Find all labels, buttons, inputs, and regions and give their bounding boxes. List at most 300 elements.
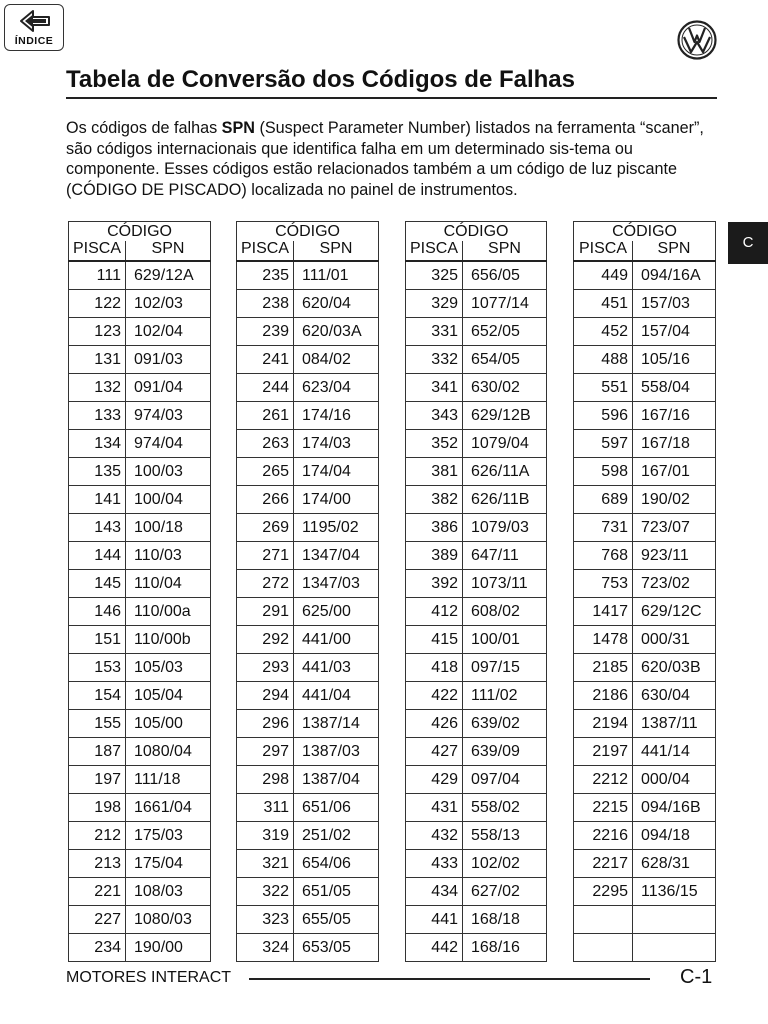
table-row <box>237 458 379 486</box>
table-header <box>574 222 716 262</box>
code-table-2 <box>236 221 379 962</box>
codigo-header: CÓDIGO <box>237 222 379 242</box>
spn-code-cell: 168/18 <box>463 906 547 934</box>
footer-manual-name: MOTORES INTERACT <box>66 969 232 986</box>
spn-code-cell: 100/04 <box>126 486 211 514</box>
spn-code-cell: 629/12B <box>463 402 547 430</box>
table-row <box>406 766 547 794</box>
pisca-code-cell: 331 <box>406 318 463 346</box>
table-row <box>574 261 716 290</box>
table-row <box>69 514 211 542</box>
spn-code-cell: 105/16 <box>633 346 716 374</box>
pisca-code-cell: 451 <box>574 290 633 318</box>
table-row <box>237 850 379 878</box>
table-row <box>406 682 547 710</box>
page-title: Tabela de Conversão dos Códigos de Falhas <box>66 66 576 93</box>
spn-code-cell: 110/03 <box>126 542 211 570</box>
pisca-code-cell: 2295 <box>574 878 633 906</box>
pisca-code-cell: 2215 <box>574 794 633 822</box>
pisca-code-cell: 2212 <box>574 766 633 794</box>
pisca-code-cell: 324 <box>237 934 294 962</box>
spn-code-cell: 157/04 <box>633 318 716 346</box>
pisca-code-cell: 731 <box>574 514 633 542</box>
table-row <box>237 318 379 346</box>
table-row <box>574 514 716 542</box>
table-row <box>237 710 379 738</box>
table-row <box>406 261 547 290</box>
spn-code-cell: 1077/14 <box>463 290 547 318</box>
spn-code-cell: 623/04 <box>294 374 379 402</box>
pisca-code-cell: 441 <box>406 906 463 934</box>
pisca-code-cell: 551 <box>574 374 633 402</box>
spn-code-cell: 1387/11 <box>633 710 716 738</box>
table-row <box>406 654 547 682</box>
pisca-code-cell: 2194 <box>574 710 633 738</box>
spn-code-cell: 091/03 <box>126 346 211 374</box>
pisca-code-cell: 294 <box>237 682 294 710</box>
table-row <box>69 710 211 738</box>
pisca-code-cell: 131 <box>69 346 126 374</box>
pisca-code-cell: 272 <box>237 570 294 598</box>
spn-code-cell: 441/00 <box>294 626 379 654</box>
intro-text-end: (Suspect Parameter Number) listados na ferramenta “scaner”, são códigos internacionais que identifica falha em um determinado sis-tema ou componente. Esses códigos estão relacionados também a um código de luz piscante (CÓDIGO DE PISCADO) localizada no painel de instrumentos. <box>66 119 704 199</box>
pisca-code-cell: 432 <box>406 822 463 850</box>
table-row <box>406 514 547 542</box>
pisca-code-cell: 145 <box>69 570 126 598</box>
spn-code-cell <box>633 906 716 934</box>
spn-code-cell: 629/12A <box>126 261 211 290</box>
spn-code-cell: 190/00 <box>126 934 211 962</box>
pisca-code-cell: 442 <box>406 934 463 962</box>
pisca-code-cell: 429 <box>406 766 463 794</box>
spn-code-cell: 620/03B <box>633 654 716 682</box>
table-row <box>574 542 716 570</box>
pisca-code-cell: 141 <box>69 486 126 514</box>
pisca-code-cell: 263 <box>237 430 294 458</box>
spn-header: SPN <box>633 241 716 261</box>
spn-code-cell: 652/05 <box>463 318 547 346</box>
pisca-code-cell: 392 <box>406 570 463 598</box>
pisca-code-cell: 427 <box>406 738 463 766</box>
table-row <box>406 934 547 962</box>
table-row <box>406 458 547 486</box>
pisca-code-cell: 449 <box>574 261 633 290</box>
pisca-code-cell: 146 <box>69 598 126 626</box>
spn-code-cell: 1387/04 <box>294 766 379 794</box>
table-row <box>69 654 211 682</box>
table-row <box>574 850 716 878</box>
spn-code-cell: 174/00 <box>294 486 379 514</box>
spn-code-cell: 167/01 <box>633 458 716 486</box>
pisca-code-cell: 418 <box>406 654 463 682</box>
table-row <box>69 290 211 318</box>
table-row <box>237 514 379 542</box>
pisca-code-cell: 452 <box>574 318 633 346</box>
table-row <box>574 486 716 514</box>
pisca-code-cell: 265 <box>237 458 294 486</box>
pisca-code-cell: 332 <box>406 346 463 374</box>
spn-code-cell: 441/04 <box>294 682 379 710</box>
codigo-header: CÓDIGO <box>406 222 547 242</box>
pisca-header: PISCA <box>574 241 633 261</box>
spn-code-cell: 974/03 <box>126 402 211 430</box>
pisca-code-cell: 293 <box>237 654 294 682</box>
spn-code-cell: 105/03 <box>126 654 211 682</box>
spn-code-cell: 558/13 <box>463 822 547 850</box>
pisca-code-cell: 329 <box>406 290 463 318</box>
table-row <box>237 290 379 318</box>
pisca-code-cell: 221 <box>69 878 126 906</box>
pisca-code-cell: 422 <box>406 682 463 710</box>
pisca-code-cell: 321 <box>237 850 294 878</box>
pisca-code-cell: 143 <box>69 514 126 542</box>
indice-label: ÍNDICE <box>14 35 54 47</box>
table-row <box>69 374 211 402</box>
table-row <box>406 346 547 374</box>
spn-code-cell: 1080/03 <box>126 906 211 934</box>
table-header <box>69 222 211 262</box>
pisca-code-cell: 433 <box>406 850 463 878</box>
spn-code-cell: 1195/02 <box>294 514 379 542</box>
pisca-code-cell: 111 <box>69 261 126 290</box>
table-row <box>237 766 379 794</box>
pisca-code-cell: 298 <box>237 766 294 794</box>
pisca-code-cell: 227 <box>69 906 126 934</box>
spn-code-cell: 654/06 <box>294 850 379 878</box>
code-table-1 <box>68 221 211 962</box>
spn-code-cell: 441/14 <box>633 738 716 766</box>
pisca-code-cell: 151 <box>69 626 126 654</box>
table-row <box>237 346 379 374</box>
table-row <box>406 598 547 626</box>
spn-code-cell: 625/00 <box>294 598 379 626</box>
spn-header: SPN <box>126 241 211 261</box>
pisca-code-cell: 296 <box>237 710 294 738</box>
table-row <box>406 794 547 822</box>
table-row <box>237 402 379 430</box>
code-table-4 <box>573 221 716 962</box>
table-row <box>406 822 547 850</box>
table-row <box>574 626 716 654</box>
footer-divider <box>249 978 650 980</box>
table-row <box>574 738 716 766</box>
table-row <box>237 598 379 626</box>
pisca-code-cell: 198 <box>69 794 126 822</box>
spn-code-cell: 723/07 <box>633 514 716 542</box>
spn-code-cell: 627/02 <box>463 878 547 906</box>
spn-code-cell: 1079/03 <box>463 514 547 542</box>
table-row <box>69 402 211 430</box>
pisca-code-cell: 753 <box>574 570 633 598</box>
spn-code-cell: 1387/14 <box>294 710 379 738</box>
table-row <box>237 654 379 682</box>
table-row <box>69 261 211 290</box>
spn-code-cell: 100/18 <box>126 514 211 542</box>
vw-logo-icon <box>677 20 717 60</box>
table-row <box>574 934 716 962</box>
table-row <box>574 570 716 598</box>
spn-header: SPN <box>294 241 379 261</box>
spn-code-cell: 628/31 <box>633 850 716 878</box>
spn-code-cell: 923/11 <box>633 542 716 570</box>
table-row <box>69 906 211 934</box>
pisca-code-cell: 598 <box>574 458 633 486</box>
intro-paragraph <box>66 118 717 200</box>
spn-code-cell: 094/18 <box>633 822 716 850</box>
pisca-code-cell: 135 <box>69 458 126 486</box>
table-row <box>237 906 379 934</box>
table-row <box>574 374 716 402</box>
pisca-code-cell: 434 <box>406 878 463 906</box>
pisca-code-cell: 266 <box>237 486 294 514</box>
pisca-code-cell: 239 <box>237 318 294 346</box>
spn-code-cell: 174/16 <box>294 402 379 430</box>
table-row <box>237 486 379 514</box>
spn-code-cell: 084/02 <box>294 346 379 374</box>
table-row <box>69 598 211 626</box>
table-row <box>406 570 547 598</box>
table-row <box>406 374 547 402</box>
table-row <box>69 430 211 458</box>
spn-code-cell: 630/04 <box>633 682 716 710</box>
table-row <box>574 710 716 738</box>
table-row <box>237 374 379 402</box>
table-row <box>237 878 379 906</box>
pisca-code-cell: 689 <box>574 486 633 514</box>
spn-code-cell: 111/18 <box>126 766 211 794</box>
spn-code-cell: 653/05 <box>294 934 379 962</box>
pisca-code-cell: 415 <box>406 626 463 654</box>
spn-code-cell: 105/00 <box>126 710 211 738</box>
spn-code-cell: 167/18 <box>633 430 716 458</box>
title-divider <box>66 97 717 99</box>
spn-code-cell: 1073/11 <box>463 570 547 598</box>
spn-code-cell: 656/05 <box>463 261 547 290</box>
spn-code-cell: 174/03 <box>294 430 379 458</box>
table-row <box>69 766 211 794</box>
table-row <box>69 318 211 346</box>
spn-code-cell: 558/04 <box>633 374 716 402</box>
spn-code-cell: 091/04 <box>126 374 211 402</box>
pisca-code-cell: 155 <box>69 710 126 738</box>
pisca-code-cell: 1417 <box>574 598 633 626</box>
spn-code-cell: 000/04 <box>633 766 716 794</box>
spn-code-cell: 647/11 <box>463 542 547 570</box>
spn-code-cell: 102/04 <box>126 318 211 346</box>
spn-code-cell: 608/02 <box>463 598 547 626</box>
table-row <box>574 598 716 626</box>
pisca-code-cell: 386 <box>406 514 463 542</box>
spn-code-cell: 110/00b <box>126 626 211 654</box>
pisca-code-cell: 292 <box>237 626 294 654</box>
table-row <box>406 626 547 654</box>
table-row <box>69 682 211 710</box>
pisca-code-cell: 269 <box>237 514 294 542</box>
pisca-code-cell: 261 <box>237 402 294 430</box>
spn-code-cell: 629/12C <box>633 598 716 626</box>
table-row <box>406 738 547 766</box>
spn-code-cell: 654/05 <box>463 346 547 374</box>
pisca-code-cell: 197 <box>69 766 126 794</box>
pisca-code-cell: 244 <box>237 374 294 402</box>
pisca-code-cell: 325 <box>406 261 463 290</box>
spn-code-cell: 175/03 <box>126 822 211 850</box>
pisca-code-cell: 123 <box>69 318 126 346</box>
spn-code-cell: 108/03 <box>126 878 211 906</box>
pisca-code-cell: 134 <box>69 430 126 458</box>
pisca-code-cell: 241 <box>237 346 294 374</box>
table-row <box>69 542 211 570</box>
pisca-code-cell: 187 <box>69 738 126 766</box>
spn-code-cell: 1079/04 <box>463 430 547 458</box>
pisca-header: PISCA <box>237 241 294 261</box>
table-row <box>406 878 547 906</box>
pisca-code-cell: 132 <box>69 374 126 402</box>
spn-code-cell: 000/31 <box>633 626 716 654</box>
pisca-code-cell: 488 <box>574 346 633 374</box>
pisca-header: PISCA <box>406 241 463 261</box>
pisca-code-cell: 238 <box>237 290 294 318</box>
spn-code-cell: 1136/15 <box>633 878 716 906</box>
pisca-code-cell: 319 <box>237 822 294 850</box>
spn-code-cell: 651/06 <box>294 794 379 822</box>
table-row <box>574 794 716 822</box>
table-row <box>237 570 379 598</box>
pisca-code-cell: 322 <box>237 878 294 906</box>
table-header <box>237 222 379 262</box>
table-row <box>69 570 211 598</box>
table-row <box>69 822 211 850</box>
spn-code-cell: 110/04 <box>126 570 211 598</box>
spn-code-cell: 655/05 <box>294 906 379 934</box>
table-row <box>406 486 547 514</box>
pisca-code-cell: 343 <box>406 402 463 430</box>
spn-code-cell: 251/02 <box>294 822 379 850</box>
table-row <box>237 542 379 570</box>
spn-code-cell: 639/09 <box>463 738 547 766</box>
table-row <box>237 682 379 710</box>
pisca-code-cell: 153 <box>69 654 126 682</box>
pisca-code-cell: 352 <box>406 430 463 458</box>
table-row <box>69 794 211 822</box>
table-row <box>574 458 716 486</box>
table-row <box>574 290 716 318</box>
table-row <box>69 878 211 906</box>
pisca-code-cell: 122 <box>69 290 126 318</box>
pisca-code-cell: 597 <box>574 430 633 458</box>
codigo-header: CÓDIGO <box>574 222 716 242</box>
spn-code-cell: 094/16A <box>633 261 716 290</box>
table-row <box>574 878 716 906</box>
table-row <box>237 934 379 962</box>
table-row <box>574 402 716 430</box>
spn-code-cell: 100/01 <box>463 626 547 654</box>
table-row <box>406 318 547 346</box>
spn-code-cell: 167/16 <box>633 402 716 430</box>
spn-code-cell: 630/02 <box>463 374 547 402</box>
table-row <box>69 458 211 486</box>
spn-code-cell: 175/04 <box>126 850 211 878</box>
pisca-code-cell: 768 <box>574 542 633 570</box>
pisca-code-cell: 381 <box>406 458 463 486</box>
table-row <box>406 542 547 570</box>
spn-header: SPN <box>463 241 547 261</box>
table-row <box>406 290 547 318</box>
spn-code-cell: 626/11A <box>463 458 547 486</box>
spn-code-cell: 110/00a <box>126 598 211 626</box>
pisca-code-cell: 271 <box>237 542 294 570</box>
table-row <box>574 766 716 794</box>
pisca-code-cell: 154 <box>69 682 126 710</box>
spn-code-cell: 100/03 <box>126 458 211 486</box>
code-table-3 <box>405 221 547 962</box>
table-row <box>69 738 211 766</box>
pisca-code-cell <box>574 934 633 962</box>
spn-code-cell: 097/04 <box>463 766 547 794</box>
table-row <box>406 430 547 458</box>
table-row <box>574 430 716 458</box>
table-row <box>406 402 547 430</box>
table-row <box>237 822 379 850</box>
table-row <box>574 318 716 346</box>
page-number: C-1 <box>680 966 713 988</box>
pisca-code-cell: 323 <box>237 906 294 934</box>
table-row <box>574 654 716 682</box>
table-row <box>69 850 211 878</box>
pisca-code-cell: 212 <box>69 822 126 850</box>
pisca-code-cell: 297 <box>237 738 294 766</box>
pisca-code-cell: 133 <box>69 402 126 430</box>
pisca-code-cell: 235 <box>237 261 294 290</box>
table-row <box>406 710 547 738</box>
pisca-code-cell: 389 <box>406 542 463 570</box>
table-row <box>69 934 211 962</box>
table-row <box>237 261 379 290</box>
table-row <box>574 682 716 710</box>
pisca-code-cell: 431 <box>406 794 463 822</box>
codigo-header: CÓDIGO <box>69 222 211 242</box>
pisca-code-cell: 2216 <box>574 822 633 850</box>
spn-code-cell: 174/04 <box>294 458 379 486</box>
indice-button[interactable] <box>4 4 64 51</box>
pisca-code-cell: 412 <box>406 598 463 626</box>
spn-code-cell: 111/01 <box>294 261 379 290</box>
table-row <box>69 346 211 374</box>
pisca-code-cell: 2186 <box>574 682 633 710</box>
spn-code-cell: 105/04 <box>126 682 211 710</box>
pisca-code-cell: 291 <box>237 598 294 626</box>
pisca-code-cell <box>574 906 633 934</box>
pisca-code-cell: 596 <box>574 402 633 430</box>
spn-code-cell: 441/03 <box>294 654 379 682</box>
section-tab-c[interactable]: C <box>728 222 768 264</box>
spn-code-cell: 558/02 <box>463 794 547 822</box>
spn-code-cell: 094/16B <box>633 794 716 822</box>
pisca-code-cell: 1478 <box>574 626 633 654</box>
table-row <box>69 626 211 654</box>
pisca-code-cell: 2217 <box>574 850 633 878</box>
spn-code-cell: 1347/03 <box>294 570 379 598</box>
spn-code-cell: 1080/04 <box>126 738 211 766</box>
spn-code-cell <box>633 934 716 962</box>
spn-code-cell: 102/03 <box>126 290 211 318</box>
spn-code-cell: 111/02 <box>463 682 547 710</box>
pisca-code-cell: 2197 <box>574 738 633 766</box>
table-row <box>237 794 379 822</box>
spn-code-cell: 1661/04 <box>126 794 211 822</box>
table-row <box>406 906 547 934</box>
pisca-header: PISCA <box>69 241 126 261</box>
